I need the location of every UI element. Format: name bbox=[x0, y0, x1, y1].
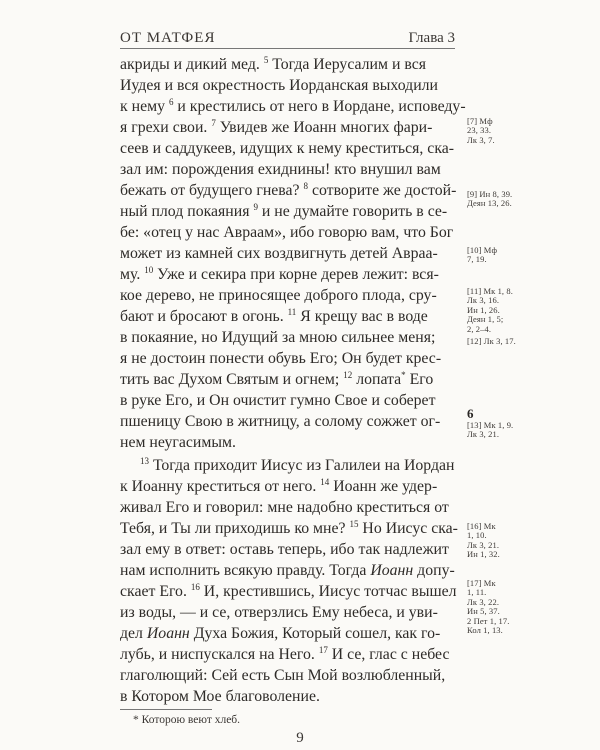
text-line: бают и бросают в огонь. $^{11}$ Я крещу вас в воде bbox=[120, 307, 428, 325]
text-line: $^{13}$ Тогда приходит Иисус из Галилеи на Иордан bbox=[140, 456, 455, 474]
text-line: нам исполнить всякую правду. Тогда Иоанн допу- bbox=[120, 562, 455, 579]
book-title: ОТ МАТФЕЯ bbox=[120, 30, 216, 46]
text-line: бежать от будущего гнева? $^8$ сотворите же достой- bbox=[120, 181, 457, 199]
cross-reference: [12] Лк 3, 17. bbox=[467, 336, 516, 346]
text-line: ный плод покаяния $^9$ и не думайте говорить в се- bbox=[120, 202, 448, 220]
verse-number: 9 bbox=[253, 202, 258, 212]
text-line: к Иоанну креститься от него. $^{14}$ Иоанн же удер- bbox=[120, 477, 438, 495]
verse-number: 15 bbox=[349, 519, 359, 529]
text-line: из воды, — и се, отверзлись Ему небеса, и уви- bbox=[120, 604, 438, 621]
text-line: я грехи свои. $^7$ Увидев же Иоанн многих фари- bbox=[120, 118, 433, 136]
text-line: сеев и саддукеев, идущих к нему креститься, ска- bbox=[120, 140, 455, 157]
footnote-rule bbox=[120, 709, 212, 710]
footnote-marker: * bbox=[401, 370, 406, 380]
cross-reference: [10] Мф 7, 19. bbox=[467, 245, 498, 265]
text-line: пшеницу Свою в житницу, а солому сожжет ог- bbox=[120, 413, 441, 430]
text-line: лубь, и ниспускался на Него. $^{17}$ И се, глас с небес bbox=[120, 645, 450, 663]
running-header bbox=[120, 30, 455, 47]
cross-reference: [7] Мф 23, 33. Лк 3, 7. bbox=[467, 116, 495, 145]
verse-number: 13 bbox=[140, 456, 149, 466]
verse-number: 11 bbox=[287, 307, 297, 317]
cross-reference: [13] Мк 1, 9. Лк 3, 21. bbox=[467, 420, 514, 440]
cross-reference: [11] Мк 1, 8. Лк 3, 16. Ин 1, 26. Деян 1, 5; 2, 2–4. bbox=[467, 286, 513, 334]
text-line: зал им: порождения ехиднины! кто внушил вам bbox=[120, 161, 441, 178]
text-line: я не достоин понести обувь Его; Он будет крес- bbox=[120, 350, 442, 367]
text-line: кое дерево, не приносящее доброго плода, сру- bbox=[120, 287, 437, 304]
verse-number: 5 bbox=[263, 55, 269, 65]
text-line: зал ему в ответ: оставь теперь, ибо так надлежит bbox=[120, 541, 449, 558]
text-line: в Котором Мое благоволение. bbox=[120, 688, 320, 705]
text-line: живал Его и говорил: мне надобно креститься от bbox=[120, 499, 449, 516]
verse-number: 16 bbox=[190, 582, 200, 592]
verse-number: 6 bbox=[168, 97, 174, 107]
text-line: скает Его. $^{16}$ И, крестившись, Иисус тотчас вышел bbox=[120, 582, 457, 600]
text-line: дел Иоанн Духа Божия, Который сошел, как го- bbox=[120, 625, 441, 642]
text-line: Иудея и вся окрестность Иорданская выходили bbox=[120, 77, 438, 94]
text-line: в покаяние, но Идущий за мною сильнее меня; bbox=[120, 329, 436, 346]
text-line: му. $^{10}$ Уже и секира при корне дерев лежит: вся- bbox=[120, 265, 439, 283]
cross-reference: [17] Мк 1, 11. Лк 3, 22. Ин 5, 37. 2 Пет 1, 17. Кол 1, 13. bbox=[467, 578, 510, 636]
verse-number: 12 bbox=[343, 370, 353, 380]
text-line: глаголющий: Сей есть Сын Мой возлюбленный, bbox=[120, 667, 446, 684]
cross-reference: [9] Ин 8, 39. Деян 13, 26. bbox=[467, 189, 513, 209]
verse-number: 17 bbox=[318, 645, 328, 655]
text-line: нем неугасимым. bbox=[120, 434, 236, 451]
text-line: акриды и дикий мед. $^5$ Тогда Иерусалим и вся bbox=[120, 55, 427, 73]
section-number: 6 bbox=[467, 406, 474, 421]
verse-number: 8 bbox=[303, 181, 309, 191]
verse-number: 14 bbox=[320, 477, 330, 487]
text-line: может из камней сих воздвигнуть детей Авраа- bbox=[120, 245, 438, 262]
text-line: бе: «отец у нас Авраам», ибо говорю вам, что Бог bbox=[120, 224, 454, 241]
page-number: 9 bbox=[296, 730, 304, 746]
text-line: в руке Его, и Он очистит гумно Свое и соберет bbox=[120, 392, 436, 409]
chapter-label: Глава 3 bbox=[408, 30, 455, 46]
verse-number: 10 bbox=[144, 265, 154, 275]
header-rule bbox=[120, 48, 455, 49]
verse-number: 7 bbox=[211, 118, 216, 128]
text-line: к нему $^6$ и крестились от него в Иордане, исповеду- bbox=[120, 97, 466, 115]
cross-reference: [16] Мк 1, 10. Лк 3, 21. Ин 1, 32. bbox=[467, 521, 500, 560]
text-line: тить вас Духом Святым и огнем; $^{12}$ лопата* Его bbox=[120, 370, 434, 388]
text-line: Тебя, и Ты ли приходишь ко мне? $^{15}$ Но Иисус ска- bbox=[120, 519, 458, 537]
footnote: * Которою веют хлеб. bbox=[133, 714, 241, 726]
